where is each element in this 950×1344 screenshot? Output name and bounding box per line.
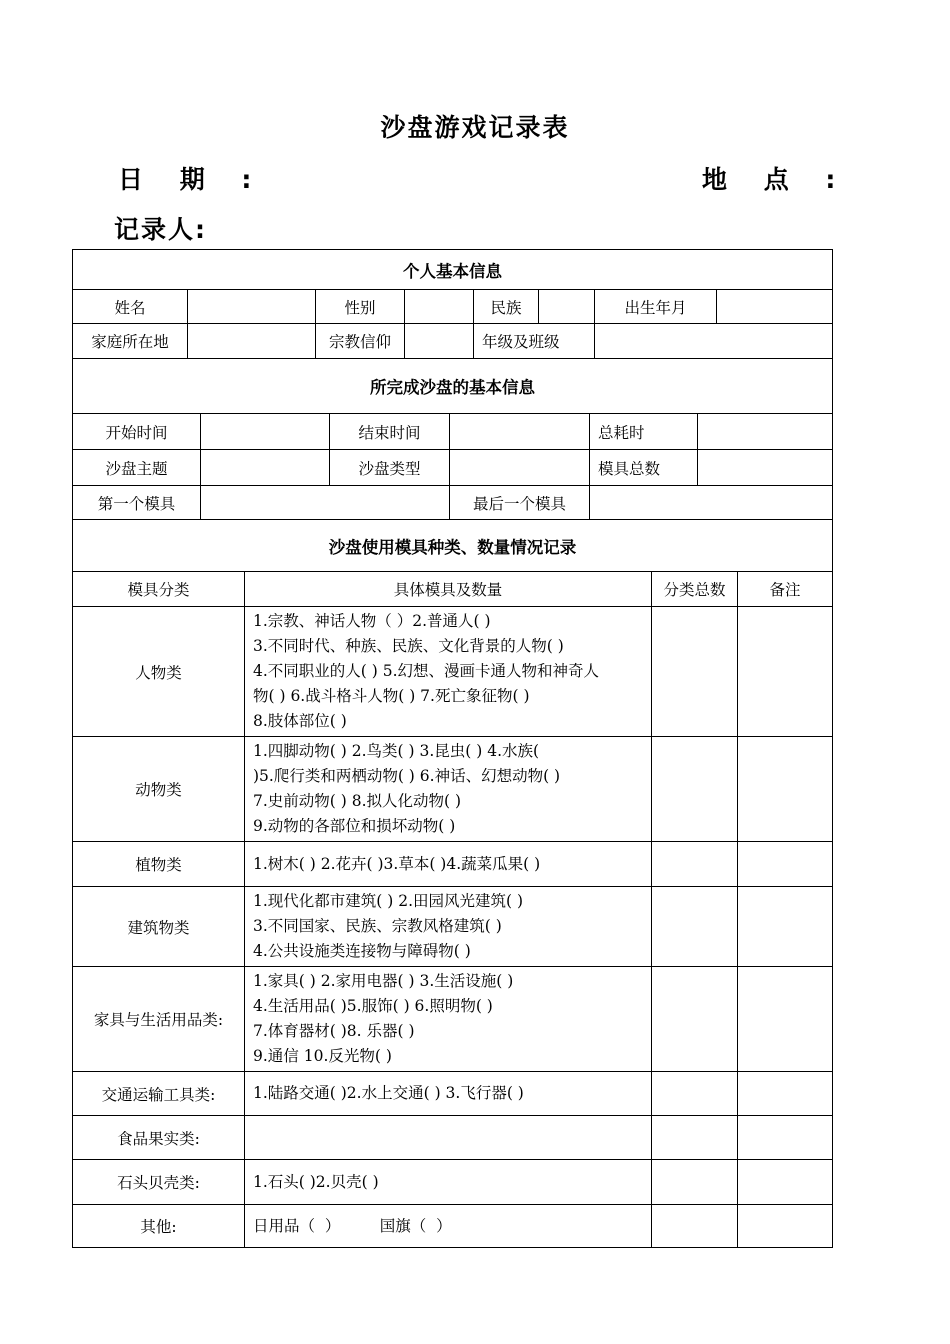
name-field[interactable] xyxy=(188,290,316,324)
category-cell: 建筑物类 xyxy=(73,887,245,967)
detail-line: 1.现代化都市建筑( ) 2.田园风光建筑( ) xyxy=(253,892,524,910)
detail-cell xyxy=(245,1205,652,1248)
detail-cell xyxy=(245,887,652,967)
detail-line: 1.宗教、神话人物（ ）2.普通人( ) xyxy=(253,612,491,630)
gender-label: 性别 xyxy=(316,290,405,324)
type-label: 沙盘类型 xyxy=(330,450,450,486)
models-section-title: 沙盘使用模具种类、数量情况记录 xyxy=(73,520,833,572)
category-cell: 植物类 xyxy=(73,842,245,887)
date-label: 日 期 : xyxy=(118,165,266,194)
detail-line: 8.肢体部位( ) xyxy=(253,712,347,730)
col-category-header: 模具分类 xyxy=(73,572,245,607)
birth-field[interactable] xyxy=(717,290,833,324)
end-time-field[interactable] xyxy=(450,414,590,450)
detail-line: 1.陆路交通( )2.水上交通( ) 3.飞行器( ) xyxy=(253,1084,524,1102)
category-total-field[interactable] xyxy=(652,1116,738,1160)
record-form xyxy=(72,249,832,1248)
note-field[interactable] xyxy=(738,1205,833,1248)
detail-cell xyxy=(245,1160,652,1205)
detail-line: 4.不同职业的人( ) 5.幻想、漫画卡通人物和神奇人 xyxy=(253,662,600,680)
category-total-field[interactable] xyxy=(652,737,738,842)
religion-label: 宗教信仰 xyxy=(316,324,405,359)
first-model-field[interactable] xyxy=(201,486,450,520)
category-total-field[interactable] xyxy=(652,607,738,737)
detail-line: 9.通信 10.反光物( ) xyxy=(253,1047,392,1065)
detail-line: 7.体育器材( )8. 乐器( ) xyxy=(253,1022,415,1040)
category-total-field[interactable] xyxy=(652,887,738,967)
detail-cell xyxy=(245,1072,652,1116)
category-total-field[interactable] xyxy=(652,967,738,1072)
detail-line: 日用品（ ） 国旗（ ） xyxy=(253,1216,452,1235)
table-row xyxy=(73,967,833,1072)
sandplay-info-table xyxy=(72,358,833,520)
total-time-field[interactable] xyxy=(698,414,833,450)
col-total-header: 分类总数 xyxy=(652,572,738,607)
document-title: 沙盘游戏记录表 xyxy=(380,113,570,142)
table-row xyxy=(73,1205,833,1248)
detail-cell xyxy=(245,607,652,737)
col-note-header: 备注 xyxy=(738,572,833,607)
detail-line: 4.生活用品( )5.服饰( ) 6.照明物( ) xyxy=(253,997,493,1015)
gender-field[interactable] xyxy=(405,290,474,324)
home-label: 家庭所在地 xyxy=(73,324,188,359)
detail-line: 1.石头( )2.贝壳( ) xyxy=(253,1172,379,1191)
total-time-label: 总耗时 xyxy=(590,414,698,450)
detail-cell xyxy=(245,842,652,887)
first-model-label: 第一个模具 xyxy=(73,486,201,520)
category-total-field[interactable] xyxy=(652,1205,738,1248)
detail-line: 1.四脚动物( ) 2.鸟类( ) 3.昆虫( ) 4.水族( xyxy=(253,742,540,760)
home-field[interactable] xyxy=(188,324,316,359)
last-model-field[interactable] xyxy=(590,486,833,520)
sandplay-section-title: 所完成沙盘的基本信息 xyxy=(73,359,833,414)
table-row xyxy=(73,737,833,842)
birth-label: 出生年月 xyxy=(595,290,717,324)
grade-label: 年级及班级 xyxy=(474,324,595,359)
category-cell: 食品果实类: xyxy=(73,1116,245,1160)
note-field[interactable] xyxy=(738,1072,833,1116)
model-total-label: 模具总数 xyxy=(590,450,698,486)
detail-line: 1.家具( ) 2.家用电器( ) 3.生活设施( ) xyxy=(253,972,514,990)
note-field[interactable] xyxy=(738,1160,833,1205)
detail-line: )5.爬行类和两栖动物( ) 6.神话、幻想动物( ) xyxy=(253,767,561,785)
table-row xyxy=(73,1116,833,1160)
table-row xyxy=(73,607,833,737)
detail-cell[interactable] xyxy=(245,1116,652,1160)
model-total-field[interactable] xyxy=(698,450,833,486)
table-row xyxy=(73,887,833,967)
note-field[interactable] xyxy=(738,737,833,842)
recorder-label: 记录人: xyxy=(114,215,207,244)
col-detail-header: 具体模具及数量 xyxy=(245,572,652,607)
detail-line: 物( ) 6.战斗格斗人物( ) 7.死亡象征物( ) xyxy=(253,687,530,705)
religion-field[interactable] xyxy=(405,324,474,359)
note-field[interactable] xyxy=(738,607,833,737)
detail-cell xyxy=(245,737,652,842)
start-time-label: 开始时间 xyxy=(73,414,201,450)
category-total-field[interactable] xyxy=(652,1160,738,1205)
theme-field[interactable] xyxy=(201,450,330,486)
detail-line: 1.树木( ) 2.花卉( )3.草本( )4.蔬菜瓜果( ) xyxy=(253,854,541,873)
ethnicity-label: 民族 xyxy=(474,290,539,324)
detail-line: 9.动物的各部位和损坏动物( ) xyxy=(253,817,456,835)
detail-line: 4.公共设施类连接物与障碍物( ) xyxy=(253,942,471,960)
category-total-field[interactable] xyxy=(652,842,738,887)
end-time-label: 结束时间 xyxy=(330,414,450,450)
table-row xyxy=(73,842,833,887)
category-cell: 人物类 xyxy=(73,607,245,737)
theme-label: 沙盘主题 xyxy=(73,450,201,486)
table-row xyxy=(73,1072,833,1116)
note-field[interactable] xyxy=(738,842,833,887)
category-cell: 家具与生活用品类: xyxy=(73,967,245,1072)
category-cell: 动物类 xyxy=(73,737,245,842)
last-model-label: 最后一个模具 xyxy=(450,486,590,520)
grade-field[interactable] xyxy=(595,324,833,359)
category-total-field[interactable] xyxy=(652,1072,738,1116)
category-cell: 石头贝壳类: xyxy=(73,1160,245,1205)
personal-info-table xyxy=(72,249,833,359)
note-field[interactable] xyxy=(738,967,833,1072)
note-field[interactable] xyxy=(738,887,833,967)
type-field[interactable] xyxy=(450,450,590,486)
start-time-field[interactable] xyxy=(201,414,330,450)
ethnicity-field[interactable] xyxy=(539,290,595,324)
detail-line: 3.不同国家、民族、宗教风格建筑( ) xyxy=(253,917,502,935)
note-field[interactable] xyxy=(738,1116,833,1160)
models-table xyxy=(72,519,833,1248)
detail-cell xyxy=(245,967,652,1072)
table-row xyxy=(73,1160,833,1205)
personal-section-title: 个人基本信息 xyxy=(73,250,833,290)
detail-line: 7.史前动物( ) 8.拟人化动物( ) xyxy=(253,792,462,810)
name-label: 姓名 xyxy=(73,290,188,324)
detail-line: 3.不同时代、种族、民族、文化背景的人物( ) xyxy=(253,637,564,655)
place-label: 地 点 : xyxy=(702,165,850,194)
category-cell: 交通运输工具类: xyxy=(73,1072,245,1116)
category-cell: 其他: xyxy=(73,1205,245,1248)
